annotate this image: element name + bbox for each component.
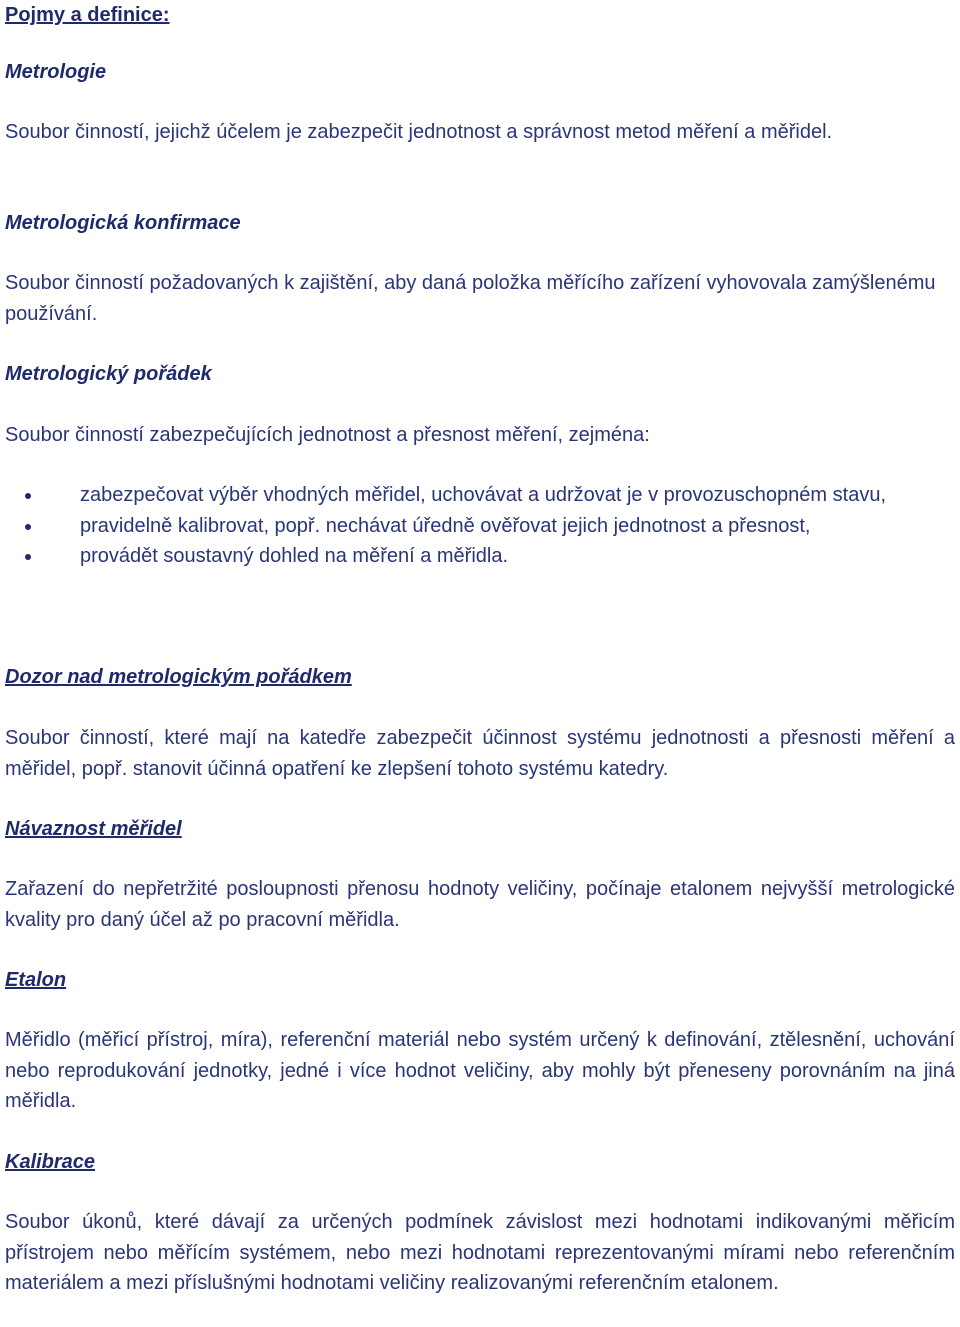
list-item-text: provádět soustavný dohled na měření a měřidla. xyxy=(80,545,509,567)
bullet-icon xyxy=(25,524,31,530)
definition-etalon: Měřidlo (měřicí přístroj, míra), referenční materiál nebo systém určený k definování, ztělesnění, uchování nebo reprodukování jednotky, jedné i více hodnot veličiny, aby mohly být přeneseny porovnáním na jiná měřidla. xyxy=(5,1029,955,1112)
bullet-list-metrologicky-poradek xyxy=(0,480,955,572)
definition-dozor: Soubor činností, které mají na katedře zabezpečit účinnost systému jednotnosti a přesnosti měření a měřidel, popř. stanovit účinná opatření ke zlepšení tohoto systému katedry. xyxy=(5,727,955,780)
definition-kalibrace: Soubor úkonů, které dávají za určených podmínek závislost mezi hodnotami indikovanými měřicím přístrojem nebo měřícím systémem, nebo mezi hodnotami reprezentovanými mírami nebo referenčním materiálem a mezi příslušnými hodnotami veličiny realizovanými referenčním etalonem. xyxy=(5,1211,955,1294)
list-item xyxy=(0,541,955,572)
term-heading-dozor: Dozor nad metrologickým pořádkem xyxy=(5,666,352,688)
term-heading-metrologie: Metrologie xyxy=(5,61,107,83)
definition-metrologicky-poradek: Soubor činností zabezpečujících jednotnost a přesnost měření, zejména: xyxy=(5,424,650,446)
list-item-text: pravidelně kalibrovat, popř. nechávat úředně ověřovat jejich jednotnost a přesnost, xyxy=(80,514,811,537)
bullet-icon xyxy=(25,554,31,560)
term-heading-kalibrace: Kalibrace xyxy=(5,1151,96,1173)
list-item-text: zabezpečovat výběr vhodných měřidel, uchovávat a udržovat je v provozuschopném stavu, xyxy=(80,484,886,506)
definition-navaznost-meridel: Zařazení do nepřetržité posloupnosti přenosu hodnoty veličiny, počínaje etalonem nejvyšší metrologické kvality pro daný účel až po pracovní měřidla. xyxy=(5,878,955,931)
term-heading-navaznost-meridel: Návaznost měřidel xyxy=(5,818,182,840)
term-heading-etalon: Etalon xyxy=(5,969,67,991)
list-item xyxy=(0,511,955,542)
definition-metrologicka-konfirmace: Soubor činností požadovaných k zajištění, aby daná položka měřícího zařízení vyhovovala zamýšlenému používání. xyxy=(5,272,936,325)
list-item xyxy=(0,480,955,511)
page-title: Pojmy a definice: xyxy=(5,4,170,26)
bullet-icon xyxy=(25,493,31,499)
term-heading-metrologicky-poradek: Metrologický pořádek xyxy=(5,363,212,385)
term-heading-metrologicka-konfirmace: Metrologická konfirmace xyxy=(5,212,241,234)
definition-metrologie: Soubor činností, jejichž účelem je zabezpečit jednotnost a správnost metod měření a měřidel. xyxy=(5,121,833,143)
